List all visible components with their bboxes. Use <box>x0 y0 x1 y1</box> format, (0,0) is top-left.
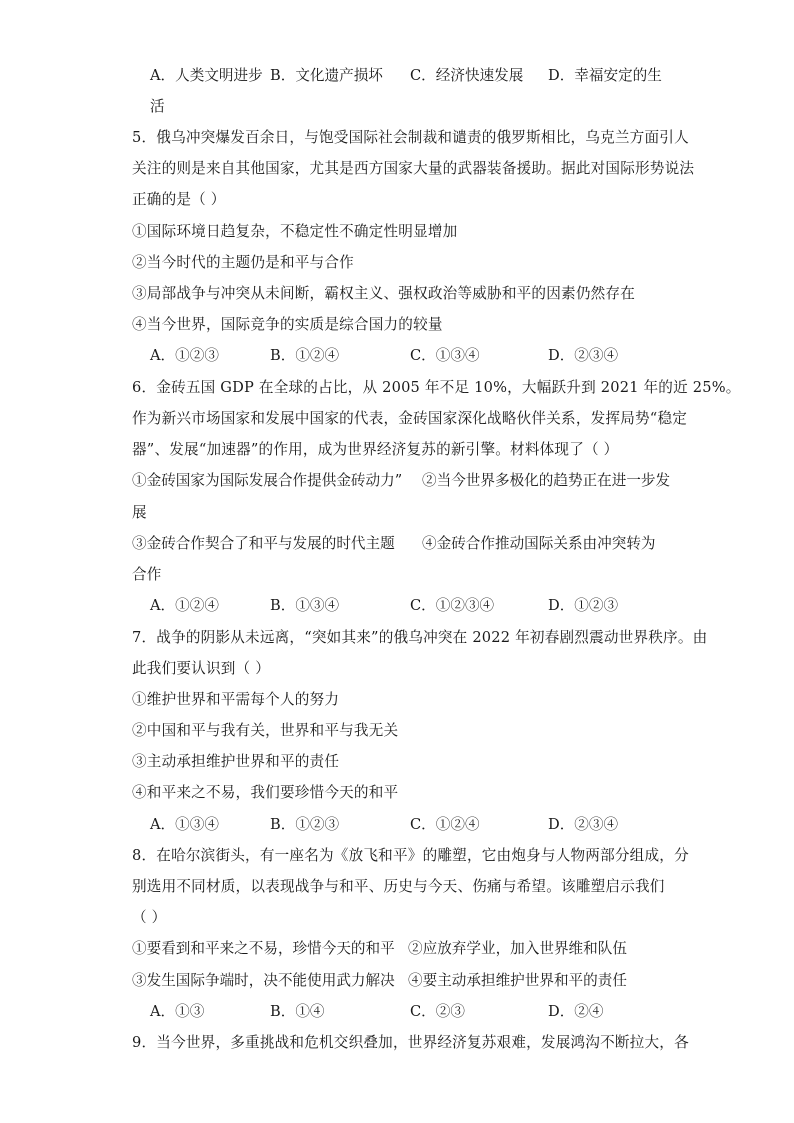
q4-option-d-cont: 活 <box>150 98 165 115</box>
q6-option-b[interactable]: B．①③④ <box>270 597 340 614</box>
q7-item-1: ①维护世界和平需每个人的努力 <box>132 691 340 708</box>
q5-stem-line-3: 正确的是（ ） <box>132 191 226 208</box>
q7-item-2: ②中国和平与我有关，世界和平与我无关 <box>132 722 399 739</box>
q4-option-a[interactable]: A．人类文明进步 <box>150 67 263 84</box>
q4-option-c[interactable]: C．经济快速发展 <box>410 67 524 84</box>
q5-item-2: ②当今时代的主题仍是和平与合作 <box>132 254 354 271</box>
q5-stem-line-2: 关注的则是来自其他国家，尤其是西方国家大量的武器装备援助。据此对国际形势说法 <box>132 160 695 177</box>
q6-item-4-cont: 合作 <box>132 566 162 583</box>
q8-option-a[interactable]: A．①③ <box>150 1003 205 1020</box>
q5-option-b[interactable]: B．①②④ <box>270 347 340 364</box>
q8-option-d[interactable]: D．②④ <box>548 1003 604 1020</box>
q8-item-1: ①要看到和平来之不易，珍惜今天的和平 <box>132 940 395 957</box>
q5-option-c[interactable]: C．①③④ <box>410 347 480 364</box>
q7-item-3: ③主动承担维护世界和平的责任 <box>132 753 340 770</box>
q5-option-d[interactable]: D．②③④ <box>548 347 619 364</box>
q6-items-row-1 <box>132 471 672 491</box>
q6-item-4: ④金砖合作推动国际关系由冲突转为 <box>422 535 656 552</box>
q6-item-2: ②当今世界多极化的趋势正在进一步发 <box>422 472 671 489</box>
q6-item-3: ③金砖合作契合了和平与发展的时代主题 <box>132 535 395 552</box>
q8-option-b[interactable]: B．①④ <box>270 1003 325 1020</box>
q7-option-a[interactable]: A．①③④ <box>150 816 219 833</box>
q7-option-d[interactable]: D．②③④ <box>548 816 619 833</box>
q6-stem-line-1: 6．金砖五国 GDP 在全球的占比，从 2005 年不足 10%，大幅跃升到 2021 年的近 25%。 <box>132 379 741 396</box>
q8-stem-line-3: （ ） <box>132 909 167 926</box>
q8-items-row-2 <box>132 971 672 991</box>
q5-stem-line-1: 5．俄乌冲突爆发百余日，与饱受国际社会制裁和谴责的俄罗斯相比，乌克兰方面引人 <box>132 129 689 146</box>
q4-options <box>150 66 690 86</box>
q6-option-a[interactable]: A．①②④ <box>150 597 219 614</box>
q6-items-row-2 <box>132 534 672 554</box>
q8-items-row-1 <box>132 939 672 959</box>
q6-item-1: ①金砖国家为国际发展合作提供金砖动力” <box>132 472 403 489</box>
q9-stem-line-1: 9．当今世界，多重挑战和危机交织叠加，世界经济复苏艰难，发展鸿沟不断拉大，各 <box>132 1034 689 1051</box>
q5-item-3: ③局部战争与冲突从未间断，霸权主义、强权政治等威胁和平的因素仍然存在 <box>132 285 635 302</box>
q8-stem-line-1: 8．在哈尔滨街头，有一座名为《放飞和平》的雕塑，它由炮身与人物两部分组成，分 <box>132 847 689 864</box>
q8-item-3: ③发生国际争端时，决不能使用武力解决 <box>132 972 395 989</box>
q6-options <box>150 596 690 616</box>
q6-item-2-cont: 展 <box>132 504 147 521</box>
q5-option-a[interactable]: A．①②③ <box>150 347 219 364</box>
q8-stem-line-2: 别选用不同材质，以表现战争与和平、历史与今天、伤痛与希望。该雕塑启示我们 <box>132 878 665 895</box>
q7-options <box>150 815 690 835</box>
q5-item-1: ①国际环境日趋复杂，不稳定性不确定性明显增加 <box>132 223 458 240</box>
q6-option-c[interactable]: C．①②③④ <box>410 597 495 614</box>
q7-item-4: ④和平来之不易，我们要珍惜今天的和平 <box>132 784 399 801</box>
q8-options <box>150 1002 690 1022</box>
q8-option-c[interactable]: C．②③ <box>410 1003 465 1020</box>
q5-options <box>150 346 690 366</box>
q7-option-c[interactable]: C．①②④ <box>410 816 480 833</box>
q6-option-d[interactable]: D．①②③ <box>548 597 619 614</box>
q5-item-4: ④当今世界，国际竞争的实质是综合国力的较量 <box>132 316 443 333</box>
q6-stem-line-3: 器”、发展“加速器”的作用，成为世界经济复苏的新引擎。材料体现了（ ） <box>132 441 619 458</box>
q8-item-2: ②应放弃学业，加入世界维和队伍 <box>408 940 627 957</box>
q7-option-b[interactable]: B．①②③ <box>270 816 340 833</box>
q7-stem-line-2: 此我们要认识到（ ） <box>132 660 270 677</box>
q6-stem-line-2: 作为新兴市场国家和发展中国家的代表，金砖国家深化战略伙伴关系，发挥局势“稳定 <box>132 410 688 427</box>
q7-stem-line-1: 7．战争的阴影从未远离，“突如其来”的俄乌冲突在 2022 年初春剧烈震动世界秩序。由 <box>132 629 708 646</box>
q4-option-b[interactable]: B．文化遗产损坏 <box>270 67 383 84</box>
q4-option-d[interactable]: D．幸福安定的生 <box>548 67 662 84</box>
q8-item-4: ④要主动承担维护世界和平的责任 <box>408 972 627 989</box>
